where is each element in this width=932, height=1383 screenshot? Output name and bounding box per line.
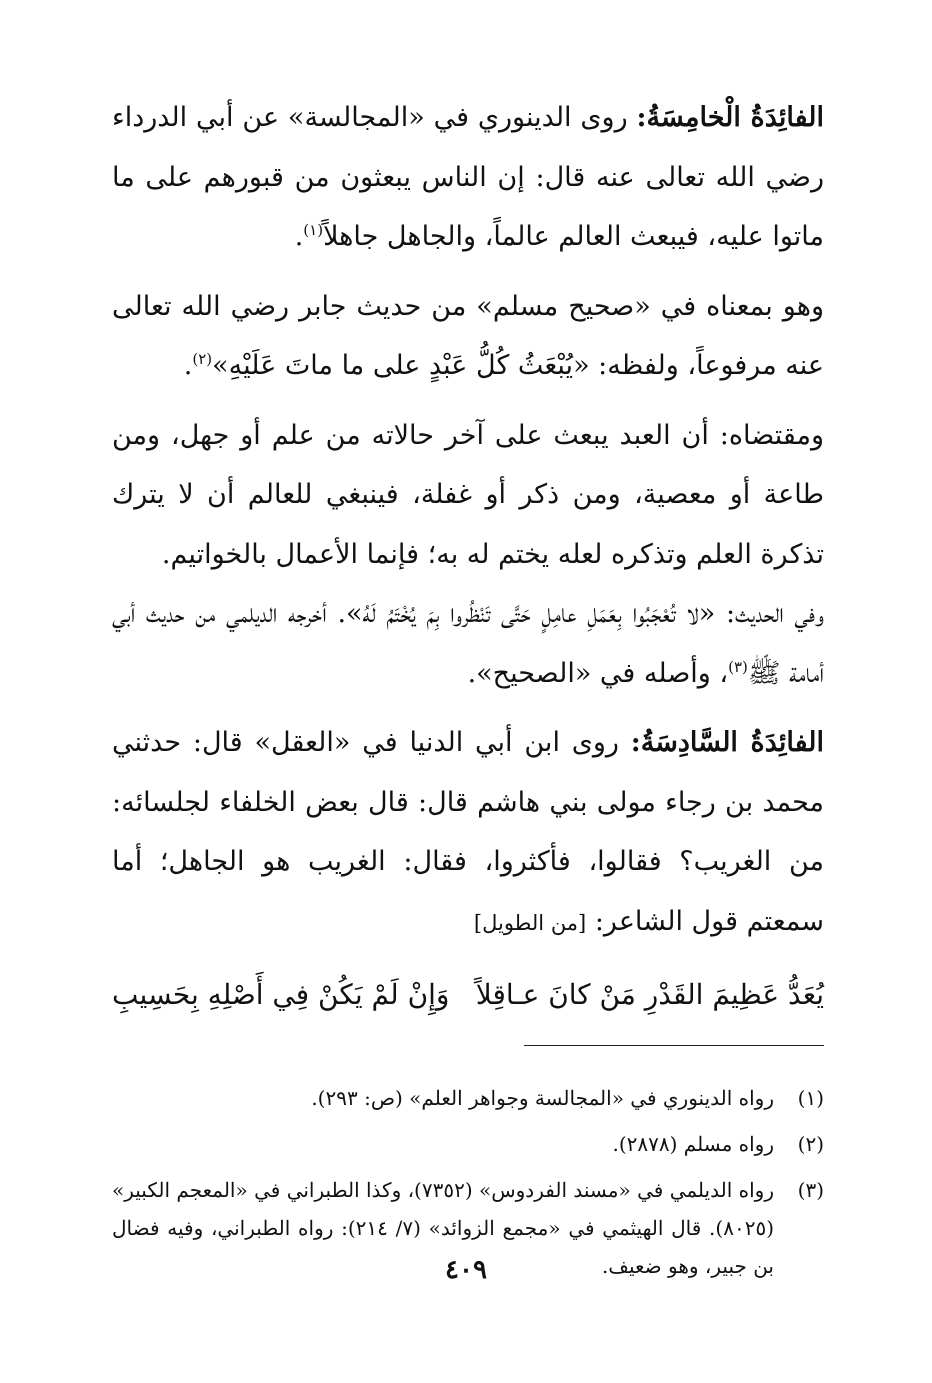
paragraph-hadith-deeds [112,584,824,703]
footnote-number: (٢) [797,1132,824,1156]
page-number: ٤٠٩ [445,1255,487,1285]
paragraph-implication [112,406,824,585]
paragraph-end: ، وأصله في «الصحيح». [467,657,729,689]
poetry-verse [112,967,824,1023]
verse-second-hemistich: وَإِنْ لَمْ يَكُنْ فِي أَصْلِهِ بِحَسِيبِ [112,978,450,1011]
footnote-ref-1[interactable]: (١) [303,221,324,239]
paragraph-text: روى الدينوري في «المجالسة» عن أبي الدرداء رضي الله تعالى عنه قال: إن الناس يبعثون من قبورهم على ما ماتوا عليه، فيبعث العالم عالماً، والجاهل جاهلاً [112,102,824,252]
footnote-item [112,1125,824,1163]
verse-first-hemistich: يُعَدُّ عَظِيمَ القَدْرِ مَنْ كانَ عـاقِلاً [475,978,824,1011]
section-heading-fifth: الفائِدَةُ الْخامِسَةُ: [636,102,824,133]
paragraph-muslim-hadith [112,277,824,396]
paragraph-text: وفي الحديث: «لا تُعْجَبُوا بِعَمَلِ عامِلٍ حَتَّى تَنْظُروا بِمَ يُخْتَمُ لَهُ». أخرجه الديلمي من حديث أبي أمامة ﷺ [112,598,824,689]
footnote-ref-2[interactable]: (٢) [192,350,213,368]
paragraph-sixth-benefit [112,713,824,953]
paragraph-end: . [183,350,193,381]
paragraph-end: . [294,221,304,252]
paragraph-text: روى ابن أبي الدنيا في «العقل» قال: حدثني محمد بن رجاء مولى بني هاشم قال: قال بعض الخلفاء لجلسائه: من الغريب؟ فقالوا، فأكثروا، فقال: الغريب هو الجاهل؛ أما سمعتم قول الشاعر: [112,727,824,937]
paragraph-fifth-benefit [112,88,824,267]
footnote-divider [524,1045,824,1046]
paragraph-text: وهو بمعناه في «صحيح مسلم» من حديث جابر رضي الله تعالى عنه مرفوعاً، ولفظه: «يُبْعَثُ كُلُّ عَبْدٍ على ما ماتَ عَلَيْهِ» [112,290,824,381]
poetic-meter-label: [من الطويل] [473,910,587,935]
footnote-divider-area [112,1045,824,1071]
paragraph-text: ومقتضاه: أن العبد يبعث على آخر حالاته من علم أو جهل، ومن طاعة أو معصية، ومن ذكر أو غفلة، فينبغي للعالم أن لا يترك تذكرة العلم وتذكره لعله يختم له به؛ فإنما الأعمال بالخواتيم. [112,419,824,570]
footnote-text: رواه مسلم (٢٨٧٨). [612,1132,774,1156]
footnote-ref-3[interactable]: (٣) [728,657,748,676]
footnote-text: رواه الدينوري في «المجالسة وجواهر العلم» (ص: ٢٩٣). [311,1086,774,1110]
footnote-number: (١) [797,1086,824,1110]
footnote-item [112,1079,824,1117]
footnote-number: (٣) [797,1178,824,1202]
section-heading-sixth: الفائِدَةُ السَّادِسَةُ: [630,727,825,758]
footnote-text: رواه الديلمي في «مسند الفردوس» (٧٣٥٢)، وكذا الطبراني في «المعجم الكبير» (٨٠٢٥). قال الهيثمي في «مجمع الزوائد» (٧/ ٢١٤): رواه الطبراني، وفيه فضال بن جبير، وهو ضعيف. [112,1178,774,1278]
